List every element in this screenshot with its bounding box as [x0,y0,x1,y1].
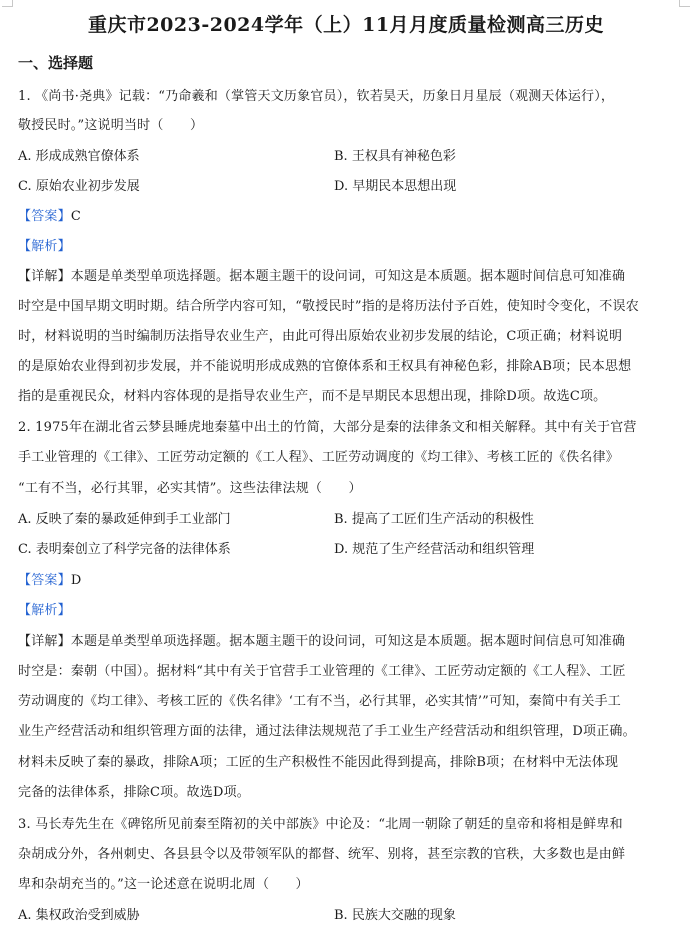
analysis-tag: 【解析】 [18,603,71,618]
q2-analysis-tag [18,599,71,618]
q2-option-a: A. 反映了秦的暴政延伸到手工业部门 [18,512,231,527]
q2-detail-line: 材料未反映了秦的暴政，排除A项；工匠的生产积极性不能因此得到提高，排除B项；在材料中无法体现 [18,755,619,770]
q1-detail-line: 时空是中国早期文明时期。结合所学内容可知，“敬授民时”指的是将历法付予百姓，使知时令变化，不误农 [18,299,639,314]
q2-detail-line: 业生产经营活动和组织管理方面的法律，通过法律法规规范了手工业生产经营活动和组织管理，D项正确。 [18,724,636,739]
q2-option-c: C. 表明秦创立了科学完备的法律体系 [18,542,231,557]
q2-answer [18,569,81,588]
question-1-line-2: 敬授民时。”这说明当时（ ） [18,118,204,133]
q2-detail-line: 劳动调度的《均工律》、考核工匠的《佚名律》‘工有不当，必行其罪，必实其情’”可知，秦简中有关手工 [18,694,622,709]
q1-option-c: C. 原始农业初步发展 [18,179,140,194]
q1-answer [18,205,81,224]
q1-analysis-tag [18,235,71,254]
q1-option-d: D. 早期民本思想出现 [334,179,457,194]
crop-mark-left [2,0,13,7]
q2-option-d: D. 规范了生产经营活动和组织管理 [334,542,535,557]
question-1-line-1: 1. 《尚书·尧典》记载：“乃命羲和（掌管天文历象官员），钦若昊天，历象日月星辰（观测天体运行）， [18,89,615,104]
q1-detail-line: 【详解】本题是单类型单项选择题。据本题主题干的设问词，可知这是本质题。据本题时间信息可知准确 [18,269,626,284]
question-2-line-2: 手工业管理的《工律》、工匠劳动定额的《工人程》、工匠劳动调度的《均工律》、考核工匠的《佚名律》 [18,450,619,465]
q2-detail-line: 时空是：秦朝（中国）。据材料“其中有关于官营手工业管理的《工律》、工匠劳动定额的《工人程》、工匠 [18,664,626,679]
question-3-line-1: 3. 马长寿先生在《碑铭所见前秦至隋初的关中部族》中论及：“北周一朝除了朝廷的皇帝和将相是鲜卑和 [18,817,623,832]
q1-option-b: B. 王权具有神秘色彩 [334,149,456,164]
q2-option-b: B. 提高了工匠们生产活动的积极性 [334,512,534,527]
analysis-tag: 【解析】 [18,239,71,254]
q3-option-a: A. 集权政治受到威胁 [18,908,140,923]
q2-detail-line: 【详解】本题是单类型单项选择题。据本题主题干的设问词，可知这是本质题。据本题时间信息可知准确 [18,634,626,649]
question-2-line-3: “工有不当，必行其罪，必实其情”。这些法律法规（ ） [18,481,362,496]
q1-option-a: A. 形成成熟官僚体系 [18,149,140,164]
question-2-line-1: 2. 1975年在湖北省云梦县睡虎地秦墓中出土的竹简，大部分是秦的法律条文和相关解释。其中有关于官营 [18,420,637,435]
q3-option-b: B. 民族大交融的现象 [334,908,456,923]
question-3-line-3: 卑和杂胡充当的。”这一论述意在说明北周（ ） [18,877,309,892]
section-heading: 一、选择题 [18,54,94,72]
q1-detail-line: 的是原始农业得到初步发展，并不能说明形成成熟的官僚体系和王权具有神秘色彩，排除AB项；民本思想 [18,359,632,374]
q2-detail-line: 完备的法律体系，排除C项。故选D项。 [18,785,250,800]
answer-value: D [70,573,82,588]
q1-detail-line: 时，材料说明的当时编制历法指导农业生产，由此可得出原始农业初步发展的结论，C项正确；材料说明 [18,329,623,344]
answer-value: C [70,209,81,224]
question-3-line-2: 杂胡成分外，各州刺史、各县县令以及带领军队的都督、统军、别将，甚至宗教的官秩，大多数也是由鲜 [18,847,626,862]
answer-tag: 【答案】 [18,573,71,588]
answer-tag: 【答案】 [18,209,71,224]
crop-mark-right [679,0,690,7]
page-title: 重庆市2023-2024学年（上）11月月度质量检测高三历史 [87,14,605,36]
q1-detail-line: 指的是重视民众，材料内容体现的是指导农业生产，而不是早期民本思想出现，排除D项。故选C项。 [18,389,607,404]
